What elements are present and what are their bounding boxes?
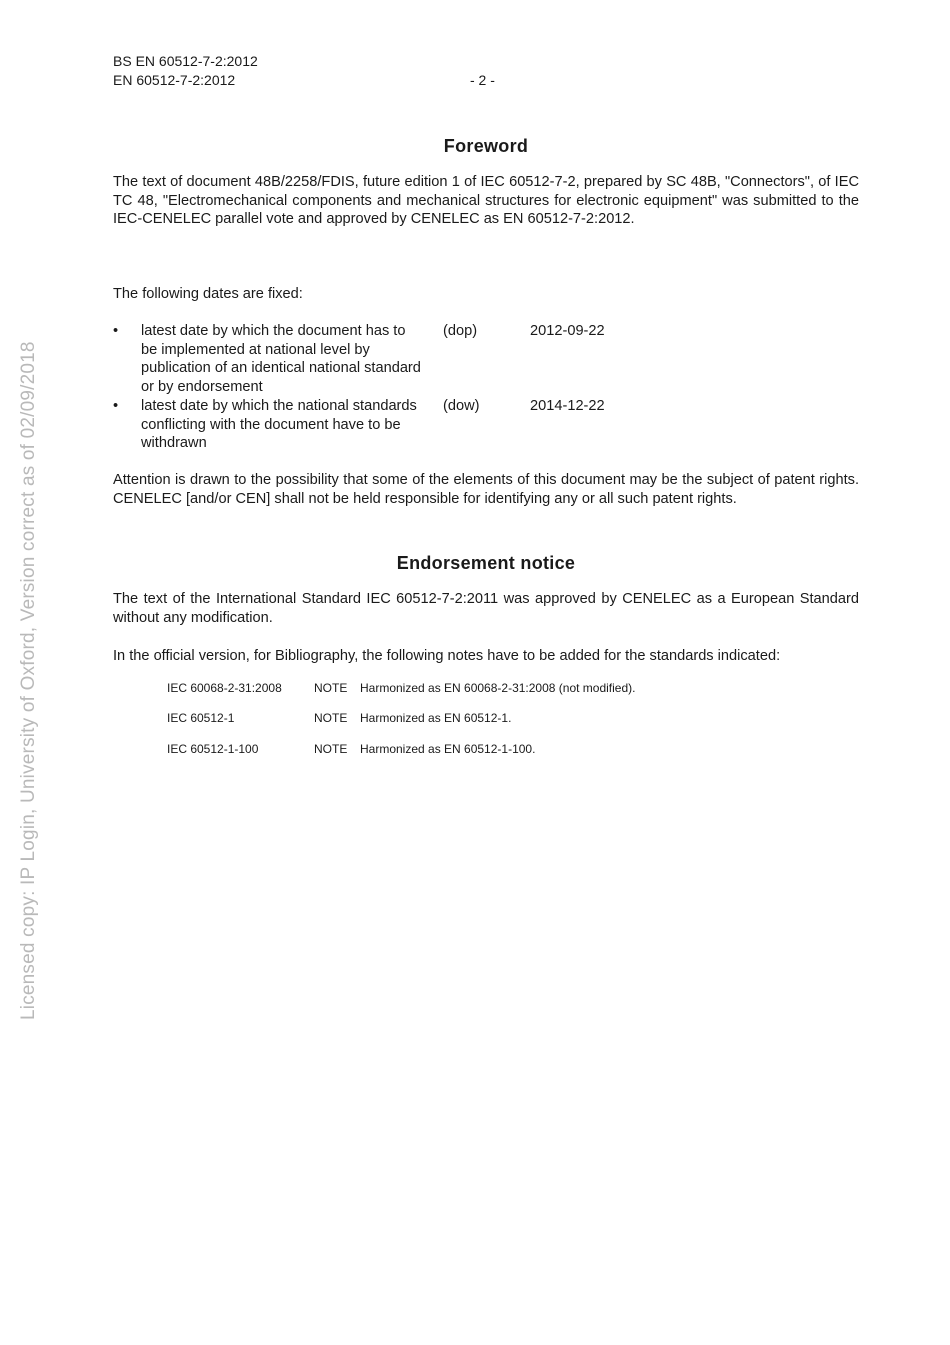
- bibliography-intro: In the official version, for Bibliography, the following notes have to be added for the standards indicated:: [113, 648, 781, 664]
- date-item-value: 2012-09-22: [530, 323, 605, 339]
- date-item-text: latest date by which the national standards conflicting with the document have to be withdrawn: [141, 398, 417, 451]
- note-standard: IEC 60068-2-31:2008: [167, 681, 282, 695]
- note-text: Harmonized as EN 60512-1.: [360, 711, 512, 725]
- patent-attention-paragraph: Attention is drawn to the possibility that some of the elements of this document may be the subject of patent rights. CENELEC [and/or CEN] shall not be held responsible for identifying any or all such patent rights.: [113, 472, 859, 507]
- endorsement-heading: Endorsement notice: [396, 553, 576, 573]
- endorsement-paragraph: The text of the International Standard IEC 60512-7-2:2011 was approved by CENELEC as a European Standard without any modification.: [113, 591, 859, 626]
- note-text: Harmonized as EN 60512-1-100.: [360, 742, 536, 756]
- bullet-icon: •: [113, 323, 119, 339]
- foreword-paragraph: The text of document 48B/2258/FDIS, future edition 1 of IEC 60512-7-2, prepared by SC 48B, "Connectors", of IEC TC 48, "Electromechanical components and mechanical structures for electronic equipment" was submitted to the IEC-CENELEC parallel vote and approved by CENELEC as EN 60512-7-2:2012.: [113, 174, 859, 227]
- note-label: NOTE: [314, 711, 348, 725]
- note-label: NOTE: [314, 742, 348, 756]
- bullet-icon: •: [113, 398, 119, 414]
- date-item-value: 2014-12-22: [530, 398, 605, 414]
- foreword-heading: Foreword: [443, 136, 529, 156]
- date-item-code: (dow): [443, 398, 480, 414]
- note-standard: IEC 60512-1: [167, 711, 235, 725]
- header-standard-bs: BS EN 60512-7-2:2012: [113, 53, 258, 69]
- date-item-dow: [113, 397, 859, 453]
- date-item-text: latest date by which the document has to be implemented at national level by publication of an identical national standard or by endorsement: [141, 323, 421, 395]
- page-number: - 2 -: [470, 72, 495, 88]
- license-watermark: Licensed copy: IP Login, University of Oxford, Version correct as of 02/09/2018: [18, 341, 39, 1020]
- note-label: NOTE: [314, 681, 348, 695]
- header-standard-en: EN 60512-7-2:2012: [113, 72, 236, 88]
- note-text: Harmonized as EN 60068-2-31:2008 (not modified).: [360, 681, 636, 695]
- date-item-code: (dop): [443, 323, 478, 339]
- document-header: [113, 52, 258, 90]
- date-item-dop: [113, 322, 859, 397]
- note-standard: IEC 60512-1-100: [167, 742, 259, 756]
- dates-intro: The following dates are fixed:: [113, 286, 303, 302]
